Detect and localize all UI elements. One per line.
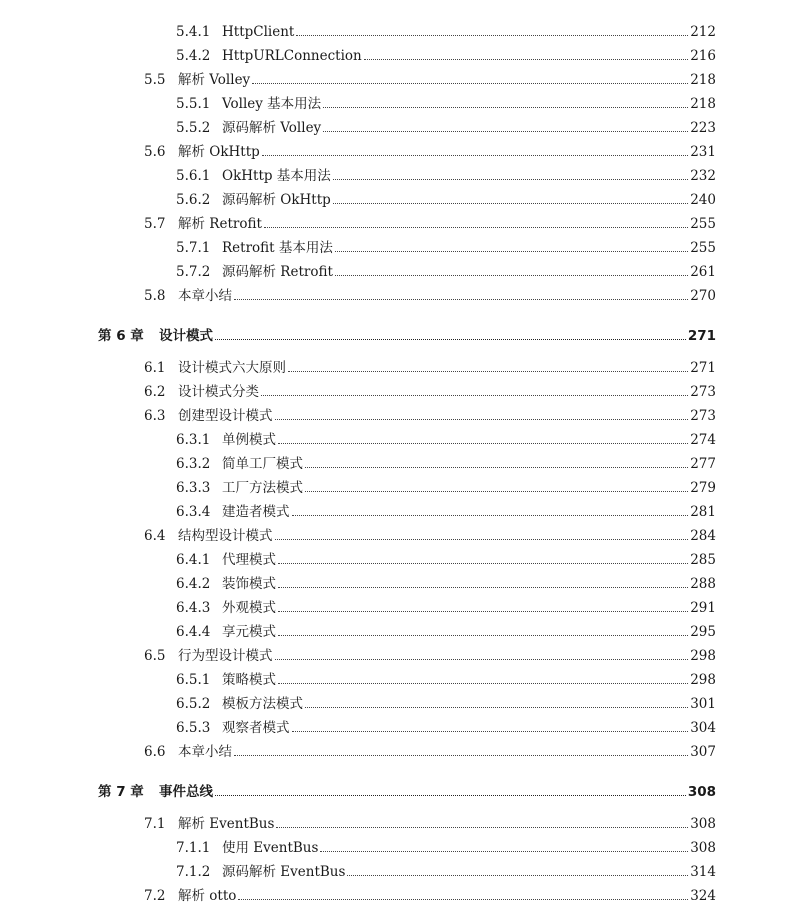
toc-entry-title: 创建型设计模式 — [178, 408, 273, 424]
toc-entry[interactable] — [176, 836, 716, 856]
toc-entry-title: OkHttp 基本用法 — [222, 168, 331, 184]
toc-entry-page: 284 — [690, 528, 716, 544]
toc-entry-number: 5.8 — [144, 288, 166, 304]
toc-entry-number: 5.6.2 — [176, 192, 211, 208]
toc-entry-page: 288 — [690, 576, 716, 592]
toc-entry-number: 6.4.4 — [176, 624, 211, 640]
toc-entry-title: 观察者模式 — [222, 720, 290, 736]
toc-entry-number: 5.6 — [144, 144, 166, 160]
toc-entry-page: 308 — [687, 784, 716, 800]
toc-entry-number: 7.2 — [144, 888, 166, 904]
toc-entry-title: 源码解析 Volley — [222, 120, 322, 136]
dot-leader — [292, 731, 689, 732]
dot-leader — [323, 107, 688, 108]
toc-entry-page: 216 — [690, 48, 716, 64]
toc-entry-page: 255 — [690, 216, 716, 232]
toc-entry-title: 设计模式六大原则 — [178, 360, 286, 376]
toc-entry-page: 285 — [690, 552, 716, 568]
toc-entry-number: 6.3.2 — [176, 456, 211, 472]
toc-entry-number: 第 6 章 — [98, 328, 144, 344]
toc-entry[interactable] — [176, 260, 716, 280]
toc-entry-number: 7.1 — [144, 816, 166, 832]
dot-leader — [261, 395, 688, 396]
toc-entry-title: HttpURLConnection — [222, 48, 362, 64]
toc-entry-title: 模板方法模式 — [222, 696, 303, 712]
toc-entry-number: 5.5 — [144, 72, 166, 88]
toc-entry-number: 7.1.1 — [176, 840, 211, 856]
toc-entry-page: 255 — [690, 240, 716, 256]
toc-entry[interactable] — [144, 356, 716, 376]
toc-entry[interactable] — [176, 500, 716, 520]
toc-entry-page: 274 — [690, 432, 716, 448]
dot-leader — [275, 659, 689, 660]
toc-entry-number: 6.3 — [144, 408, 166, 424]
dot-leader — [364, 59, 688, 60]
toc-entry-title: 解析 EventBus — [178, 816, 275, 832]
toc-entry[interactable] — [144, 404, 716, 424]
toc-entry[interactable] — [144, 140, 716, 160]
toc-entry-title: HttpClient — [222, 24, 295, 40]
toc-entry[interactable] — [176, 572, 716, 592]
dot-leader — [215, 795, 686, 796]
toc-entry-page: 231 — [690, 144, 716, 160]
toc-entry[interactable] — [176, 596, 716, 616]
toc-entry-page: 271 — [687, 328, 716, 344]
toc-entry-title: 本章小结 — [178, 744, 232, 760]
toc-entry-number: 6.5.1 — [176, 672, 211, 688]
toc-entry-number: 6.4 — [144, 528, 166, 544]
toc-entry[interactable] — [176, 620, 716, 640]
dot-leader — [238, 899, 688, 900]
toc-entry-title: 享元模式 — [222, 624, 276, 640]
toc-entry[interactable] — [176, 476, 716, 496]
toc-entry-number: 7.1.2 — [176, 864, 211, 880]
toc-entry-page: 307 — [690, 744, 716, 760]
dot-leader — [296, 35, 688, 36]
toc-entry-title: 建造者模式 — [222, 504, 290, 520]
toc-entry[interactable] — [144, 644, 716, 664]
toc-entry-title: 解析 otto — [178, 888, 237, 904]
toc-entry-number: 5.5.2 — [176, 120, 211, 136]
dot-leader — [333, 179, 688, 180]
toc-entry-title: 解析 Volley — [178, 72, 251, 88]
dot-leader — [305, 707, 688, 708]
toc-entry-number: 6.5.3 — [176, 720, 211, 736]
toc-entry-title: 单例模式 — [222, 432, 276, 448]
toc-entry-title: 装饰模式 — [222, 576, 276, 592]
toc-entry-title: 源码解析 Retrofit — [222, 264, 333, 280]
toc-entry[interactable] — [176, 860, 716, 880]
toc-entry[interactable] — [176, 236, 716, 256]
toc-entry[interactable] — [176, 548, 716, 568]
dot-leader — [234, 755, 688, 756]
dot-leader — [278, 611, 688, 612]
toc-entry-page: 218 — [690, 72, 716, 88]
dot-leader — [278, 635, 688, 636]
toc-entry-title: Volley 基本用法 — [222, 96, 322, 112]
dot-leader — [278, 683, 688, 684]
toc-entry[interactable] — [176, 452, 716, 472]
toc-entry-page: 281 — [690, 504, 716, 520]
toc-entry[interactable] — [176, 116, 716, 136]
toc-entry-number: 6.2 — [144, 384, 166, 400]
toc-entry-title: 源码解析 OkHttp — [222, 192, 331, 208]
toc-entry-title: 工厂方法模式 — [222, 480, 303, 496]
toc-entry-number: 6.5.2 — [176, 696, 211, 712]
dot-leader — [305, 467, 688, 468]
toc-entry-page: 295 — [690, 624, 716, 640]
toc-entry[interactable] — [176, 428, 716, 448]
toc-entry-number: 6.6 — [144, 744, 166, 760]
toc-entry-page: 308 — [690, 816, 716, 832]
dot-leader — [335, 275, 688, 276]
dot-leader — [234, 299, 688, 300]
toc-entry-page: 240 — [690, 192, 716, 208]
toc-entry-title: 简单工厂模式 — [222, 456, 303, 472]
dot-leader — [264, 227, 688, 228]
toc-entry-number: 5.7 — [144, 216, 166, 232]
toc-entry-title: 源码解析 EventBus — [222, 864, 346, 880]
toc-entry-page: 301 — [690, 696, 716, 712]
toc-entry-title: 本章小结 — [178, 288, 232, 304]
toc-chapter-entry[interactable] — [98, 780, 716, 800]
toc-entry-number: 5.4.2 — [176, 48, 211, 64]
toc-entry-title: 解析 OkHttp — [178, 144, 260, 160]
toc-entry-title: 行为型设计模式 — [178, 648, 273, 664]
toc-entry-number: 6.3.1 — [176, 432, 211, 448]
toc-entry-page: 324 — [690, 888, 716, 904]
toc-entry-page: 212 — [690, 24, 716, 40]
dot-leader — [262, 155, 688, 156]
dot-leader — [278, 587, 688, 588]
dot-leader — [252, 83, 688, 84]
toc-entry-page: 223 — [690, 120, 716, 136]
toc-entry[interactable] — [144, 740, 716, 760]
toc-entry-number: 5.6.1 — [176, 168, 211, 184]
dot-leader — [320, 851, 688, 852]
dot-leader — [278, 563, 688, 564]
toc-entry-number: 5.7.1 — [176, 240, 211, 256]
toc-entry-number: 5.7.2 — [176, 264, 211, 280]
toc-entry-page: 298 — [690, 672, 716, 688]
dot-leader — [335, 251, 688, 252]
dot-leader — [292, 515, 689, 516]
toc-entry-number: 6.3.4 — [176, 504, 211, 520]
toc-entry-number: 5.4.1 — [176, 24, 211, 40]
toc-entry-page: 308 — [690, 840, 716, 856]
toc-entry-title: 设计模式 — [159, 328, 213, 344]
toc-entry-page: 273 — [690, 384, 716, 400]
toc-entry-number: 6.1 — [144, 360, 166, 376]
dot-leader — [323, 131, 688, 132]
dot-leader — [215, 339, 686, 340]
toc-entry-title: 设计模式分类 — [178, 384, 259, 400]
toc-entry-title: 策略模式 — [222, 672, 276, 688]
toc-entry[interactable] — [144, 524, 716, 544]
toc-entry-page: 261 — [690, 264, 716, 280]
toc-entry-number: 5.5.1 — [176, 96, 211, 112]
dot-leader — [347, 875, 688, 876]
dot-leader — [276, 827, 688, 828]
toc-entry[interactable] — [176, 44, 716, 64]
toc-entry-page: 304 — [690, 720, 716, 736]
toc-entry-number: 第 7 章 — [98, 784, 144, 800]
toc-entry-page: 279 — [690, 480, 716, 496]
dot-leader — [305, 491, 688, 492]
toc-entry-page: 218 — [690, 96, 716, 112]
toc-entry-number: 6.4.1 — [176, 552, 211, 568]
toc-entry[interactable] — [176, 716, 716, 736]
toc-entry[interactable] — [176, 164, 716, 184]
toc-entry[interactable] — [176, 92, 716, 112]
toc-entry-page: 291 — [690, 600, 716, 616]
toc-entry[interactable] — [144, 212, 716, 232]
toc-entry[interactable] — [144, 812, 716, 832]
dot-leader — [275, 539, 689, 540]
toc-entry-title: 外观模式 — [222, 600, 276, 616]
toc-entry-page: 270 — [690, 288, 716, 304]
toc-entry-page: 232 — [690, 168, 716, 184]
dot-leader — [275, 419, 689, 420]
toc-entry-page: 314 — [690, 864, 716, 880]
toc-entry-page: 271 — [690, 360, 716, 376]
toc-entry-number: 6.5 — [144, 648, 166, 664]
toc-entry-page: 273 — [690, 408, 716, 424]
toc-entry-title: 事件总线 — [159, 784, 213, 800]
toc-entry-title: 解析 Retrofit — [178, 216, 262, 232]
toc-entry[interactable] — [176, 692, 716, 712]
dot-leader — [333, 203, 688, 204]
toc-entry[interactable] — [144, 284, 716, 304]
toc-entry[interactable] — [176, 188, 716, 208]
dot-leader — [278, 443, 688, 444]
toc-entry[interactable] — [144, 68, 716, 88]
toc-entry-number: 6.3.3 — [176, 480, 211, 496]
toc-entry[interactable] — [144, 380, 716, 400]
toc-entry-page: 298 — [690, 648, 716, 664]
toc-entry-page: 277 — [690, 456, 716, 472]
toc-entry-title: 结构型设计模式 — [178, 528, 273, 544]
toc-entry[interactable] — [144, 884, 716, 904]
dot-leader — [288, 371, 688, 372]
toc-chapter-entry[interactable] — [98, 324, 716, 344]
toc-entry-title: 使用 EventBus — [222, 840, 319, 856]
toc-entry-number: 6.4.3 — [176, 600, 211, 616]
toc-entry-title: 代理模式 — [222, 552, 276, 568]
toc-entry[interactable] — [176, 668, 716, 688]
toc-entry-number: 6.4.2 — [176, 576, 211, 592]
toc-entry[interactable] — [176, 20, 716, 40]
toc-entry-title: Retrofit 基本用法 — [222, 240, 333, 256]
